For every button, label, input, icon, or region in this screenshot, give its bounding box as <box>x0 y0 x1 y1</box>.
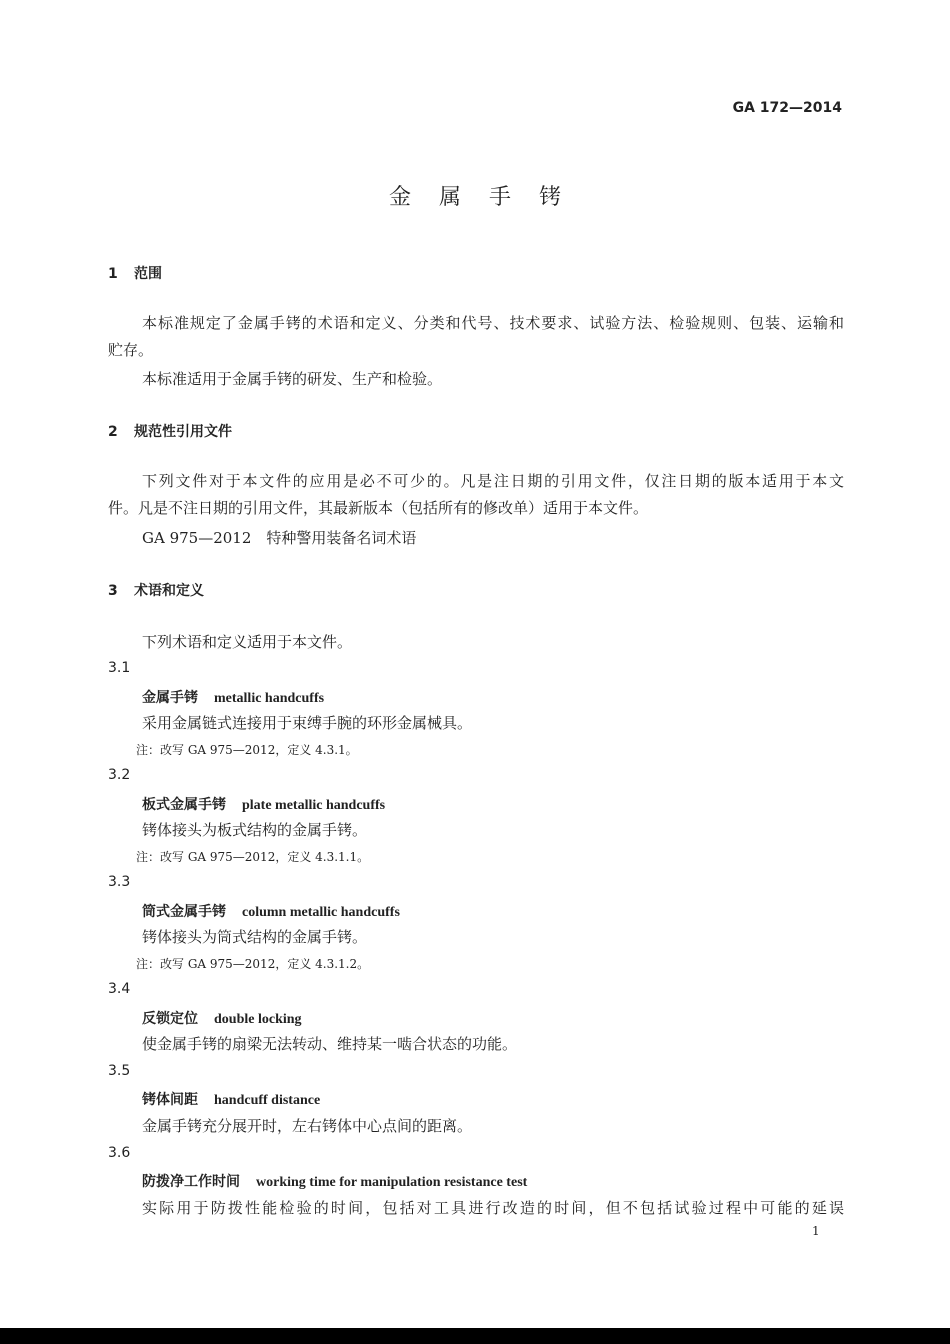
term-en: metallic handcuffs <box>214 691 325 706</box>
term-heading <box>142 1008 302 1028</box>
term-definition: 铐体接头为筒式结构的金属手铐。 <box>142 928 368 946</box>
term-cn: 防拨净工作时间 <box>142 1174 240 1190</box>
section-2-paragraph-1 <box>108 468 844 522</box>
document-title: 金属手铐 <box>388 185 589 210</box>
page-number: 1 <box>812 1224 820 1238</box>
term-number: 3.3 <box>108 874 131 890</box>
section-number: 3 <box>108 583 118 599</box>
section-number: 2 <box>108 424 118 440</box>
term-en: working time for manipulation resistance test <box>256 1175 528 1190</box>
section-title: 范围 <box>134 266 162 282</box>
term-number: 3.5 <box>108 1063 131 1079</box>
section-3-heading <box>108 580 204 600</box>
paragraph-line: 本标准规定了金属手铐的术语和定义、分类和代号、技术要求、试验方法、检验规则、包装、运输和 <box>142 314 844 332</box>
paragraph-line: 件。凡是不注日期的引用文件，其最新版本（包括所有的修改单）适用于本文件。 <box>108 499 649 517</box>
term-cn: 筒式金属手铐 <box>142 904 226 920</box>
term-heading <box>142 1171 527 1191</box>
section-1-heading <box>108 263 162 283</box>
section-title: 规范性引用文件 <box>134 424 232 440</box>
section-number: 1 <box>108 266 118 282</box>
term-number: 3.6 <box>108 1145 131 1161</box>
term-en: plate metallic handcuffs <box>242 798 386 813</box>
term-cn: 反锁定位 <box>142 1011 198 1027</box>
section-title: 术语和定义 <box>134 583 204 599</box>
term-heading <box>142 687 324 707</box>
term-definition: 使金属手铐的扇梁无法转动、维持某一啮合状态的功能。 <box>142 1035 518 1053</box>
term-number: 3.1 <box>108 660 131 676</box>
term-note: 注：改写 GA 975—2012，定义 4.3.1.2。 <box>136 957 370 971</box>
term-definition: 金属手铐充分展开时，左右铐体中心点间的距离。 <box>142 1117 473 1135</box>
term-en: handcuff distance <box>214 1093 321 1108</box>
term-cn: 板式金属手铐 <box>142 797 226 813</box>
term-cn: 金属手铐 <box>142 690 198 706</box>
term-number: 3.4 <box>108 981 131 997</box>
term-en: double locking <box>214 1012 302 1027</box>
term-definition: 实际用于防拨性能检验的时间，包括对工具进行改造的时间，但不包括试验过程中可能的延误 <box>142 1199 844 1217</box>
standard-id: GA 172—2014 <box>732 100 842 116</box>
section-2-heading <box>108 421 232 441</box>
term-heading <box>142 794 385 814</box>
term-note: 注：改写 GA 975—2012，定义 4.3.1。 <box>136 743 358 757</box>
bottom-border <box>0 1328 950 1344</box>
paragraph-line: 下列文件对于本文件的应用是必不可少的。凡是注日期的引用文件，仅注日期的版本适用于本文 <box>142 472 844 490</box>
term-definition: 采用金属链式连接用于束缚手腕的环形金属械具。 <box>142 714 473 732</box>
paragraph-line: 贮存。 <box>108 341 154 359</box>
normative-reference: GA 975—2012 特种警用装备名词术语 <box>142 529 417 547</box>
term-cn: 铐体间距 <box>142 1092 198 1108</box>
term-heading <box>142 901 400 921</box>
section-1-paragraph-1 <box>108 310 844 364</box>
term-en: column metallic handcuffs <box>242 905 400 920</box>
section-1-paragraph-2: 本标准适用于金属手铐的研发、生产和检验。 <box>142 370 443 388</box>
term-heading <box>142 1089 320 1109</box>
term-definition: 铐体接头为板式结构的金属手铐。 <box>142 821 368 839</box>
term-note: 注：改写 GA 975—2012，定义 4.3.1.1。 <box>136 850 370 864</box>
section-3-intro: 下列术语和定义适用于本文件。 <box>142 633 353 651</box>
term-number: 3.2 <box>108 767 131 783</box>
